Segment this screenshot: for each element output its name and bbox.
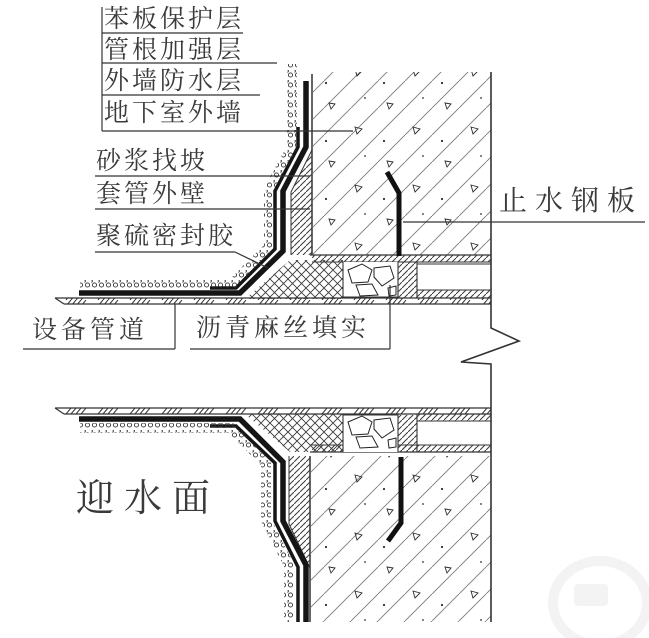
waterproof-membrane-lower <box>79 419 306 622</box>
watermark <box>548 556 649 638</box>
watermark-glyph <box>574 584 608 606</box>
label-polystyrene-protection-layer: 苯板保护层 <box>104 5 245 33</box>
label-water-facing-side: 迎水面 <box>76 478 221 520</box>
label-basement-exterior-wall: 地下室外墙 <box>104 99 245 127</box>
label-equipment-pipe: 设备管道 <box>32 316 149 344</box>
sleeve-and-fill-lower <box>245 414 491 452</box>
waterstop-collar-lower <box>398 415 417 452</box>
label-sleeve-outer-wall: 套管外壁 <box>96 180 209 208</box>
equipment-pipe-upper <box>55 298 491 304</box>
label-pipe-root-reinforcement-layer: 管根加强层 <box>104 36 245 64</box>
label-waterstop-steel-plate: 止水钢板 <box>499 185 644 216</box>
label-asphalt-hemp-fill: 沥青麻丝填实 <box>196 314 371 342</box>
waterstop-collar-upper <box>398 262 417 298</box>
label-exterior-wall-waterproofing-layer: 外墙防水层 <box>104 67 245 95</box>
sleeve-and-fill-upper <box>245 255 491 299</box>
polystyrene-protection-board-lower <box>80 428 289 622</box>
label-polysulfide-sealant: 聚硫密封胶 <box>96 222 237 250</box>
label-mortar-slope: 砂浆找坡 <box>96 147 209 175</box>
equipment-pipe-lower <box>55 408 491 414</box>
